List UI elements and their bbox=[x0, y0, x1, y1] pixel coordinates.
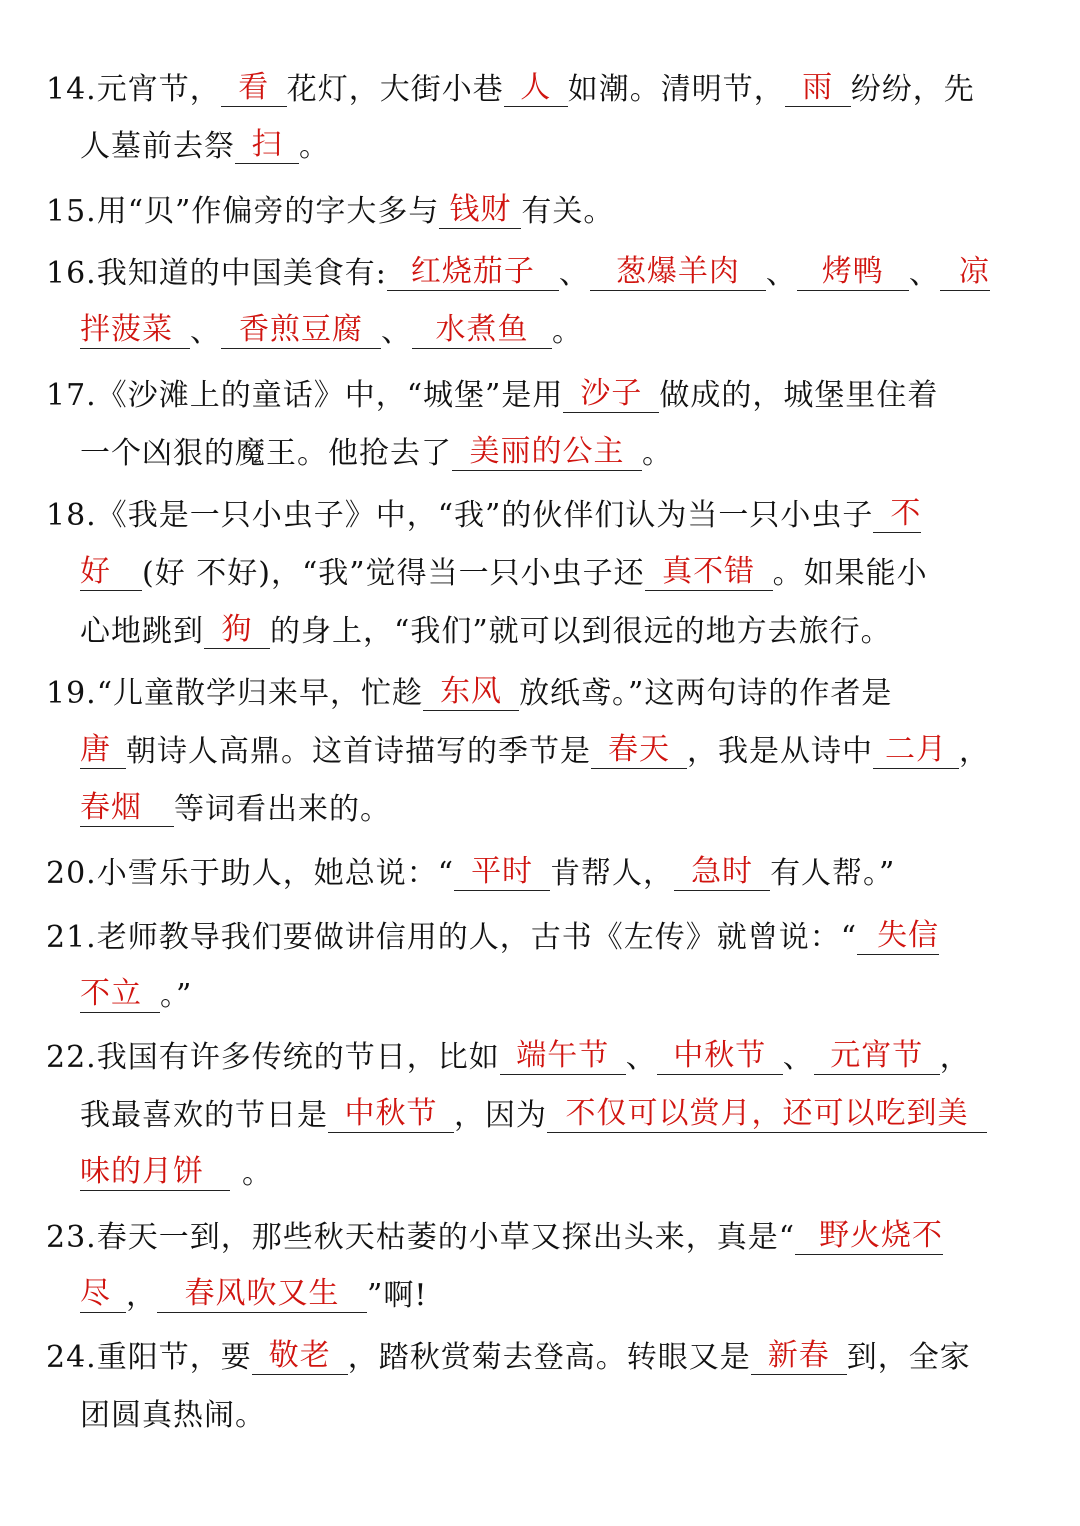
q16-answer-5: 香煎豆腐 bbox=[221, 312, 381, 349]
q16-answer-6: 水煮鱼 bbox=[412, 312, 552, 349]
q23-answer-1b: 尽 bbox=[80, 1276, 126, 1313]
q14-answer-4: 扫 bbox=[235, 127, 299, 164]
q22-answer-1: 端午节 bbox=[500, 1038, 626, 1075]
q18-answer-3: 狗 bbox=[204, 612, 270, 649]
q19-answer-3: 春天 bbox=[591, 732, 687, 769]
q16-answer-4b: 拌菠菜 bbox=[80, 312, 190, 349]
q14-answer-3: 雨 bbox=[785, 70, 851, 107]
q19-answer-4: 二月 bbox=[873, 732, 959, 769]
q19-answer-1: 东风 bbox=[423, 674, 519, 711]
q22-line3: 味的月饼 。 bbox=[80, 1154, 273, 1191]
q24-answer-2: 新春 bbox=[751, 1338, 847, 1375]
q15-line1: 15.用“贝”作偏旁的字大多与 钱财 有关。 bbox=[46, 192, 615, 229]
q18-line3: 心地跳到 狗 的身上，“我们”就可以到很远的地方去旅行。 bbox=[80, 612, 892, 649]
q21-answer-1b: 不立 bbox=[80, 976, 160, 1013]
q22-answer-5a: 不仅可以赏月，还可以吃到美 bbox=[547, 1096, 987, 1133]
q16-answer-4a: 凉 bbox=[940, 254, 990, 291]
q23-answer-1a: 野火烧不 bbox=[795, 1218, 943, 1255]
q23-line1: 23.春天一到，那些秋天枯萎的小草又探出头来，真是“ 野火烧不 bbox=[46, 1218, 944, 1255]
q23-line2: 尽 ， 春风吹又生 ”啊! bbox=[80, 1276, 428, 1313]
q20-line1: 20.小雪乐于助人，她总说：“ 平时 肯帮人， 急时 有人帮。” bbox=[46, 854, 896, 891]
q24-line1: 24.重阳节，要 敬老 ，踏秋赏菊去登高。转眼又是 新春 到，全家 bbox=[46, 1338, 971, 1375]
q16-answer-2: 葱爆羊肉 bbox=[590, 254, 766, 291]
q18-answer-2: 真不错 bbox=[645, 554, 773, 591]
q16-answer-1: 红烧茄子 bbox=[387, 254, 559, 291]
q14-answer-2: 人 bbox=[504, 70, 568, 107]
q19-line3: 春烟 等词看出来的。 bbox=[80, 790, 391, 827]
q21-answer-1a: 失信 bbox=[857, 918, 939, 955]
q17-line1: 17.《沙滩上的童话》中，“城堡”是用 沙子 做成的，城堡里住着 bbox=[46, 376, 939, 413]
q16-answer-3: 烤鸭 bbox=[797, 254, 909, 291]
q23-answer-2: 春风吹又生 bbox=[157, 1276, 367, 1313]
q21-line2: 不立 。” bbox=[80, 976, 193, 1013]
q14-answer-1: 看 bbox=[221, 70, 287, 107]
q22-answer-3: 元宵节 bbox=[814, 1038, 940, 1075]
q18-answer-1b: 好 bbox=[80, 554, 142, 591]
q18-line2: 好 (好 不好)，“我”觉得当一只小虫子还 真不错 。如果能小 bbox=[80, 554, 928, 591]
q24-answer-1: 敬老 bbox=[252, 1338, 348, 1375]
q14-line2: 人墓前去祭 扫 。 bbox=[80, 127, 330, 164]
q17-line2: 一个凶狠的魔王。他抢去了 美丽的公主 。 bbox=[80, 434, 673, 471]
q22-line1: 22.我国有许多传统的节日，比如 端午节 、 中秋节 、 元宵节 ， bbox=[46, 1038, 971, 1075]
q19-answer-5: 春烟 bbox=[80, 790, 174, 827]
q22-answer-4: 中秋节 bbox=[328, 1096, 454, 1133]
q22-answer-5b: 味的月饼 bbox=[80, 1154, 230, 1191]
q17-answer-1: 沙子 bbox=[563, 376, 659, 413]
q19-line2: 唐 朝诗人高鼎。这首诗描写的季节是 春天 ，我是从诗中 二月 ， bbox=[80, 732, 990, 769]
q16-line2: 拌菠菜 、 香煎豆腐 、 水煮鱼 。 bbox=[80, 312, 583, 349]
q22-answer-2: 中秋节 bbox=[657, 1038, 783, 1075]
q17-answer-2: 美丽的公主 bbox=[452, 434, 642, 471]
q16-line1: 16.我知道的中国美食有: 红烧茄子 、 葱爆羊肉 、 烤鸭 、 凉 bbox=[46, 254, 990, 291]
q22-line2: 我最喜欢的节日是 中秋节 ，因为 不仅可以赏月，还可以吃到美 bbox=[80, 1096, 987, 1136]
q18-line1: 18.《我是一只小虫子》中，“我”的伙伴们认为当一只小虫子 不 bbox=[46, 496, 922, 533]
q24-line2: 团圆真热闹。 bbox=[80, 1398, 266, 1433]
q19-line1: 19.“儿童散学归来早，忙趁 东风 放纸鸢。”这两句诗的作者是 bbox=[46, 674, 893, 711]
q14-line1: 14.元宵节， 看 花灯，大街小巷 人 如潮。清明节， 雨 纷纷，先 bbox=[46, 70, 975, 107]
q21-line1: 21.老师教导我们要做讲信用的人，古书《左传》就曾说：“ 失信 bbox=[46, 918, 940, 955]
q20-answer-2: 急时 bbox=[674, 854, 770, 891]
q20-answer-1: 平时 bbox=[454, 854, 550, 891]
q18-answer-1a: 不 bbox=[873, 496, 921, 533]
q19-answer-2: 唐 bbox=[80, 732, 126, 769]
q15-answer-1: 钱财 bbox=[439, 192, 521, 229]
